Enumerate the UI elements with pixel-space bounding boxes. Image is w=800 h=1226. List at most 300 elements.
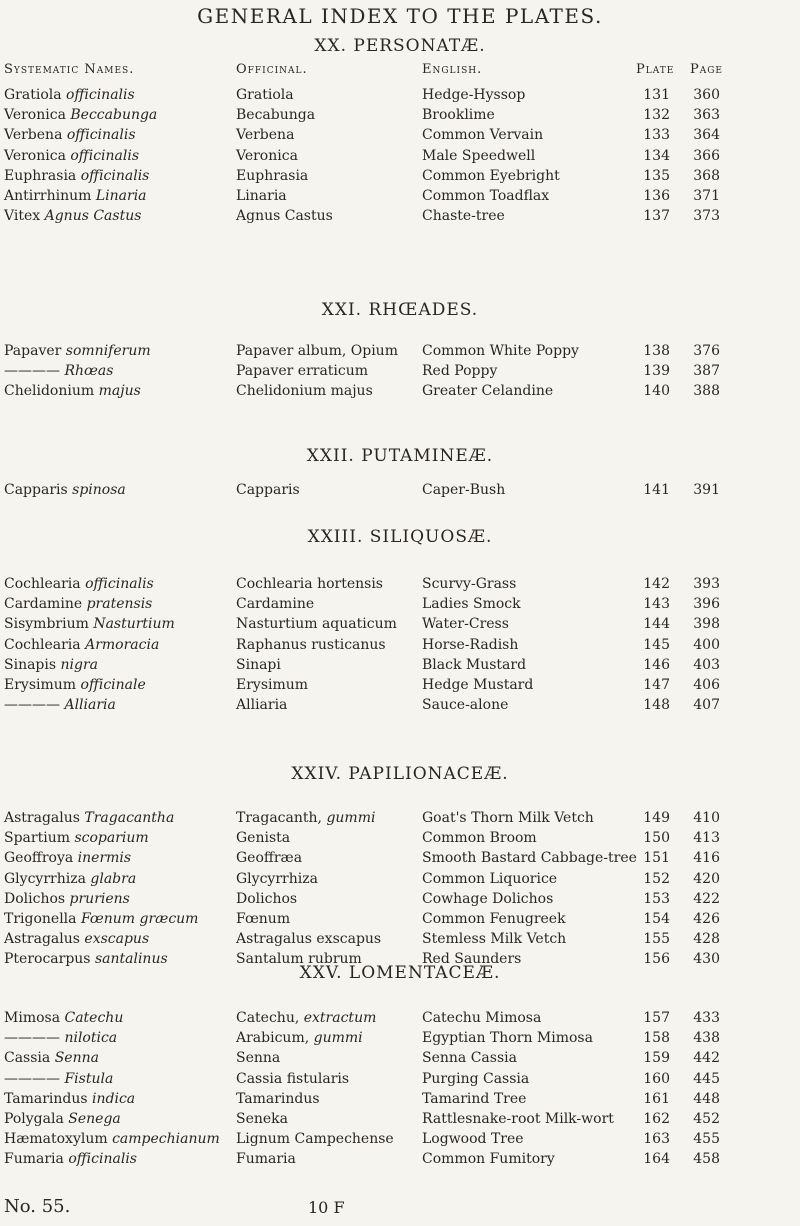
plate-number: 151 — [643, 850, 670, 867]
officinal-name — [236, 166, 308, 186]
species: Senna — [54, 1050, 99, 1067]
english-name: Male Speedwell — [422, 147, 536, 164]
genus: ———— — [4, 1030, 65, 1047]
plate-number: 157 — [643, 1010, 670, 1026]
officinal-text: Cardamine — [236, 596, 315, 613]
species: Beccabunga — [70, 107, 158, 124]
english-name: Egyptian Thorn Mimosa — [422, 1030, 593, 1047]
table-row — [0, 186, 800, 206]
officinal-text: Lignum Campechense — [236, 1131, 394, 1148]
plate-number: 153 — [643, 890, 670, 907]
systematic-name — [4, 146, 139, 166]
species: inermis — [77, 850, 132, 867]
species: Armoracia — [85, 636, 160, 653]
genus: Fumaria — [4, 1151, 69, 1168]
page-number: 455 — [693, 1131, 720, 1148]
table-row — [0, 166, 800, 186]
genus: Capparis — [4, 482, 73, 498]
plate-number: 163 — [643, 1131, 670, 1148]
officinal-text: Euphrasia — [236, 167, 309, 184]
species: Tragacantha — [84, 810, 175, 826]
officinal-text: Chelidonium majus — [236, 383, 373, 400]
page-number: 360 — [693, 87, 720, 103]
officinal-name — [236, 1149, 296, 1169]
systematic-name — [4, 1129, 220, 1149]
english-name: Stemless Milk Vetch — [422, 931, 567, 948]
english-name: Brooklime — [422, 107, 495, 124]
officinal-text: Veronica — [236, 147, 298, 164]
english-name: Sauce-alone — [422, 697, 509, 714]
officinal-name — [236, 614, 397, 634]
table-row — [0, 105, 800, 125]
table-row — [0, 85, 800, 105]
page-number: 458 — [693, 1151, 720, 1168]
officinal-name — [236, 125, 294, 145]
genus: Astragalus — [4, 931, 85, 948]
plate-number: 134 — [643, 147, 670, 164]
plate-number: 162 — [643, 1111, 670, 1127]
page-number: 388 — [693, 383, 720, 400]
column-header-systematic: Systematic Names. — [4, 62, 135, 77]
genus: Cardamine — [4, 596, 87, 613]
officinal-name — [236, 869, 318, 889]
english-name: Red Poppy — [422, 363, 498, 380]
plate-number: 141 — [643, 482, 670, 498]
plate-number: 156 — [643, 951, 670, 968]
officinal-name — [236, 341, 398, 361]
page-number: 400 — [693, 636, 720, 653]
species: Rhœas — [64, 363, 114, 380]
table-row — [0, 146, 800, 166]
systematic-name — [4, 125, 136, 145]
species: exscapus — [84, 931, 150, 948]
section-title: XXIII. SILIQUOSÆ. — [307, 527, 493, 547]
systematic-name — [4, 594, 152, 614]
officinal-name — [236, 105, 315, 125]
officinal-text: Fumaria — [236, 1151, 296, 1168]
species: officinalis — [66, 127, 136, 144]
genus: Vitex — [4, 208, 45, 225]
table-row — [0, 828, 800, 848]
systematic-name — [4, 341, 151, 361]
genus: Cochlearia — [4, 576, 86, 592]
genus: Astragalus — [4, 810, 85, 826]
plate-number: 146 — [643, 656, 670, 673]
systematic-name — [4, 635, 159, 655]
page-number: 393 — [693, 576, 720, 592]
section-title: XXI. RHŒADES. — [321, 300, 479, 320]
english-name: Red Saunders — [422, 951, 522, 968]
species: majus — [98, 383, 141, 400]
officinal-name — [236, 828, 290, 848]
page-number: 420 — [693, 870, 720, 887]
english-name: Cowhage Dolichos — [422, 890, 554, 907]
systematic-name — [4, 186, 147, 206]
footer-number: No. 55. — [4, 1196, 71, 1217]
species: officinalis — [80, 167, 150, 184]
table-row — [0, 869, 800, 889]
english-name: Common Vervain — [422, 127, 544, 144]
english-name: Smooth Bastard Cabbage-tree — [422, 850, 637, 867]
systematic-name — [4, 929, 149, 949]
plate-number: 152 — [643, 870, 670, 887]
officinal-name — [236, 675, 308, 695]
officinal-italic-text: gummi — [326, 810, 376, 826]
systematic-name — [4, 1008, 123, 1028]
officinal-text: Seneka — [236, 1111, 289, 1127]
officinal-text: Cochlearia hortensis — [236, 576, 383, 592]
genus: Geoffroya — [4, 850, 78, 867]
officinal-text: Senna — [236, 1050, 281, 1067]
plate-number: 135 — [643, 167, 670, 184]
officinal-name — [236, 186, 287, 206]
english-name: Common Liquorice — [422, 870, 558, 887]
officinal-text: Astragalus exscapus — [236, 931, 382, 948]
officinal-text: Cassia fistularis — [236, 1070, 350, 1087]
table-row — [0, 361, 800, 381]
english-name: Catechu Mimosa — [422, 1010, 542, 1026]
systematic-name — [4, 1149, 137, 1169]
officinal-name — [236, 1129, 394, 1149]
english-name: Purging Cassia — [422, 1070, 530, 1087]
genus: Sisymbrium — [4, 616, 94, 633]
systematic-name — [4, 1069, 113, 1089]
genus: ———— — [4, 1070, 65, 1087]
column-header-page: Page — [690, 62, 724, 77]
plate-number: 150 — [643, 830, 670, 847]
genus: Tamarindus — [4, 1090, 93, 1107]
officinal-text: Verbena — [236, 127, 295, 144]
officinal-text: Arabicum, — [236, 1030, 314, 1047]
page-number: 426 — [693, 911, 720, 927]
systematic-name — [4, 166, 149, 186]
officinal-text: Becabunga — [236, 107, 316, 124]
species: nilotica — [64, 1030, 118, 1047]
officinal-name — [236, 929, 381, 949]
english-name: Chaste-tree — [422, 208, 505, 225]
english-name: Tamarind Tree — [422, 1090, 527, 1107]
plate-number: 148 — [643, 697, 670, 714]
systematic-name — [4, 655, 98, 675]
genus: ———— — [4, 363, 65, 380]
page-number: 448 — [693, 1090, 720, 1107]
page-number: 445 — [693, 1070, 720, 1087]
section-title: XXIV. PAPILIONACEÆ. — [291, 764, 509, 784]
english-name: Common Fumitory — [422, 1151, 555, 1168]
species: Fœnum græcum — [80, 911, 199, 927]
table-row — [0, 125, 800, 145]
section-title: XX. PERSONATÆ. — [314, 36, 486, 56]
systematic-name — [4, 361, 113, 381]
officinal-text: Tragacanth, — [236, 810, 327, 826]
page-number: 376 — [693, 343, 720, 359]
systematic-name — [4, 675, 146, 695]
officinal-name — [236, 85, 294, 105]
genus: Hæmatoxylum — [4, 1131, 113, 1148]
page-number: 398 — [693, 616, 720, 633]
table-row — [0, 635, 800, 655]
systematic-name — [4, 869, 136, 889]
page-number: 407 — [693, 697, 720, 714]
plate-number: 140 — [643, 383, 670, 400]
plate-number: 160 — [643, 1070, 670, 1087]
english-name: Scurvy-Grass — [422, 576, 517, 592]
officinal-name — [236, 361, 368, 381]
english-name: Horse-Radish — [422, 636, 519, 653]
officinal-name — [236, 1069, 349, 1089]
genus: Veronica — [4, 107, 71, 124]
systematic-name — [4, 1089, 135, 1109]
plate-number: 131 — [643, 87, 670, 103]
officinal-name — [236, 574, 383, 594]
page-number: 368 — [693, 167, 720, 184]
table-row — [0, 1149, 800, 1169]
species: Alliaria — [64, 697, 116, 714]
officinal-name — [236, 635, 386, 655]
page-number: 438 — [693, 1030, 720, 1047]
species: Fistula — [64, 1070, 114, 1087]
species: scoparium — [74, 830, 149, 847]
page-number: 406 — [693, 677, 720, 693]
systematic-name — [4, 85, 135, 105]
species: officinalis — [66, 87, 135, 103]
species: campechianum — [112, 1131, 220, 1148]
officinal-text: Fœnum — [236, 911, 291, 927]
page-number: 391 — [693, 482, 720, 498]
genus: Cassia — [4, 1050, 55, 1067]
species: Catechu — [64, 1010, 124, 1026]
page-number: 364 — [693, 127, 720, 144]
officinal-text: Alliaria — [236, 697, 288, 714]
plate-number: 136 — [643, 188, 670, 204]
officinal-text: Tamarindus — [236, 1090, 320, 1107]
genus: Spartium — [4, 830, 75, 847]
systematic-name — [4, 889, 130, 909]
table-row — [0, 480, 800, 500]
page-number: 410 — [693, 810, 720, 826]
systematic-name — [4, 828, 149, 848]
table-row — [0, 655, 800, 675]
systematic-name — [4, 1109, 121, 1129]
page-number: 413 — [693, 830, 720, 847]
species: Senega — [68, 1111, 121, 1127]
page-number: 442 — [693, 1050, 720, 1067]
species: santalinus — [94, 951, 168, 968]
column-header-english: English. — [422, 62, 483, 77]
officinal-name — [236, 889, 297, 909]
systematic-name — [4, 574, 154, 594]
officinal-name — [236, 206, 333, 226]
genus: Chelidonium — [4, 383, 99, 400]
systematic-name — [4, 1028, 117, 1048]
english-name: Common Fenugreek — [422, 911, 566, 927]
english-name: Senna Cassia — [422, 1050, 517, 1067]
officinal-text: Nasturtium aquaticum — [236, 616, 397, 633]
english-name: Goat's Thorn Milk Vetch — [422, 810, 594, 826]
table-row — [0, 1028, 800, 1048]
officinal-text: Santalum rubrum — [236, 951, 362, 968]
english-name: Logwood Tree — [422, 1131, 524, 1148]
page-number: 373 — [693, 208, 720, 225]
section-title: XXV. LOMENTACEÆ. — [299, 963, 501, 983]
officinal-text: Agnus Castus — [236, 208, 333, 225]
plate-number: 143 — [643, 596, 670, 613]
genus: Antirrhinum — [4, 188, 96, 204]
genus: Dolichos — [4, 890, 70, 907]
officinal-name — [236, 146, 298, 166]
officinal-text: Catechu, — [236, 1010, 304, 1026]
table-row — [0, 889, 800, 909]
officinal-name — [236, 1048, 280, 1068]
species: spinosa — [72, 482, 126, 498]
species: Nasturtium — [93, 616, 175, 633]
table-row — [0, 1109, 800, 1129]
table-row — [0, 1008, 800, 1028]
plate-number: 164 — [643, 1151, 670, 1168]
systematic-name — [4, 695, 116, 715]
page-number: 396 — [693, 596, 720, 613]
systematic-name — [4, 105, 157, 125]
page-number: 433 — [693, 1010, 720, 1026]
table-row — [0, 1048, 800, 1068]
officinal-text: Capparis — [236, 482, 300, 498]
table-row — [0, 929, 800, 949]
table-row — [0, 594, 800, 614]
systematic-name — [4, 614, 175, 634]
english-name: Caper-Bush — [422, 482, 506, 498]
genus: Pterocarpus — [4, 951, 95, 968]
english-name: Greater Celandine — [422, 383, 554, 400]
systematic-name — [4, 480, 126, 500]
plate-number: 154 — [643, 911, 670, 927]
systematic-name — [4, 848, 131, 868]
species: officinalis — [68, 1151, 137, 1168]
species: glabra — [90, 870, 137, 887]
plate-number: 138 — [643, 343, 670, 359]
officinal-name — [236, 1109, 288, 1129]
plate-number: 132 — [643, 107, 670, 124]
plate-number: 144 — [643, 616, 670, 633]
officinal-text: Erysimum — [236, 677, 309, 693]
section-title: XXII. PUTAMINEÆ. — [306, 446, 494, 466]
english-name: Common White Poppy — [422, 343, 579, 359]
officinal-name — [236, 808, 375, 828]
officinal-text: Sinapi — [236, 656, 281, 673]
plate-number: 137 — [643, 208, 670, 225]
officinal-name — [236, 695, 287, 715]
genus: ———— — [4, 697, 65, 714]
english-name: Common Broom — [422, 830, 537, 847]
column-header-officinal: Officinal. — [236, 62, 308, 77]
plate-number: 149 — [643, 810, 670, 826]
plate-number: 142 — [643, 576, 670, 592]
plate-number: 139 — [643, 363, 670, 380]
genus: Sinapis — [4, 656, 61, 673]
genus: Cochlearia — [4, 636, 86, 653]
english-name: Ladies Smock — [422, 596, 521, 613]
species: somniferum — [65, 343, 151, 359]
english-name: Hedge Mustard — [422, 677, 534, 693]
footer-signature: 10 F — [308, 1198, 345, 1217]
officinal-name — [236, 381, 373, 401]
officinal-name — [236, 655, 281, 675]
species: officinalis — [70, 147, 140, 164]
plate-number: 145 — [643, 636, 670, 653]
table-row — [0, 574, 800, 594]
page-number: 452 — [693, 1111, 720, 1127]
systematic-name — [4, 381, 141, 401]
table-row — [0, 695, 800, 715]
page-number: 363 — [693, 107, 720, 124]
table-row — [0, 614, 800, 634]
systematic-name — [4, 1048, 99, 1068]
species: Linaria — [95, 188, 147, 204]
plate-number: 158 — [643, 1030, 670, 1047]
species: officinalis — [85, 576, 154, 592]
page-number: 416 — [693, 850, 720, 867]
officinal-text: Genista — [236, 830, 291, 847]
plate-number: 147 — [643, 677, 670, 693]
plate-number: 133 — [643, 127, 670, 144]
systematic-name — [4, 808, 174, 828]
page-title: GENERAL INDEX TO THE PLATES. — [197, 4, 603, 28]
table-row — [0, 381, 800, 401]
page-number: 430 — [693, 951, 720, 968]
page-number: 371 — [693, 188, 720, 204]
officinal-name — [236, 1089, 320, 1109]
officinal-italic-text: extractum — [303, 1010, 377, 1026]
systematic-name — [4, 206, 141, 226]
plate-number: 161 — [643, 1090, 670, 1107]
species: pruriens — [69, 890, 130, 907]
officinal-italic-text: gummi — [313, 1030, 363, 1047]
english-name: Hedge-Hyssop — [422, 87, 526, 103]
table-row — [0, 675, 800, 695]
species: nigra — [60, 656, 99, 673]
column-header-plate: Plate — [636, 62, 675, 77]
table-row — [0, 848, 800, 868]
table-row — [0, 909, 800, 929]
page-number: 387 — [693, 363, 720, 380]
officinal-name — [236, 1028, 363, 1048]
officinal-text: Linaria — [236, 188, 287, 204]
species: officinale — [80, 677, 146, 693]
page-number: 366 — [693, 147, 720, 164]
page-number: 428 — [693, 931, 720, 948]
table-row — [0, 1089, 800, 1109]
genus: Verbena — [4, 127, 67, 144]
officinal-text: Gratiola — [236, 87, 294, 103]
table-row — [0, 808, 800, 828]
genus: Trigonella — [4, 911, 81, 927]
genus: Papaver — [4, 343, 66, 359]
english-name: Water-Cress — [422, 616, 509, 633]
species: pratensis — [86, 596, 153, 613]
officinal-text: Glycyrrhiza — [236, 870, 318, 887]
systematic-name — [4, 909, 198, 929]
genus: Erysimum — [4, 677, 81, 693]
species: indica — [92, 1090, 136, 1107]
officinal-text: Papaver erraticum — [236, 363, 369, 380]
table-row — [0, 206, 800, 226]
page-number: 422 — [693, 890, 720, 907]
officinal-name — [236, 848, 302, 868]
table-row — [0, 1129, 800, 1149]
species: Agnus Castus — [44, 208, 142, 225]
page-number: 403 — [693, 656, 720, 673]
officinal-text: Dolichos — [236, 890, 298, 907]
english-name: Rattlesnake-root Milk-wort — [422, 1111, 614, 1127]
